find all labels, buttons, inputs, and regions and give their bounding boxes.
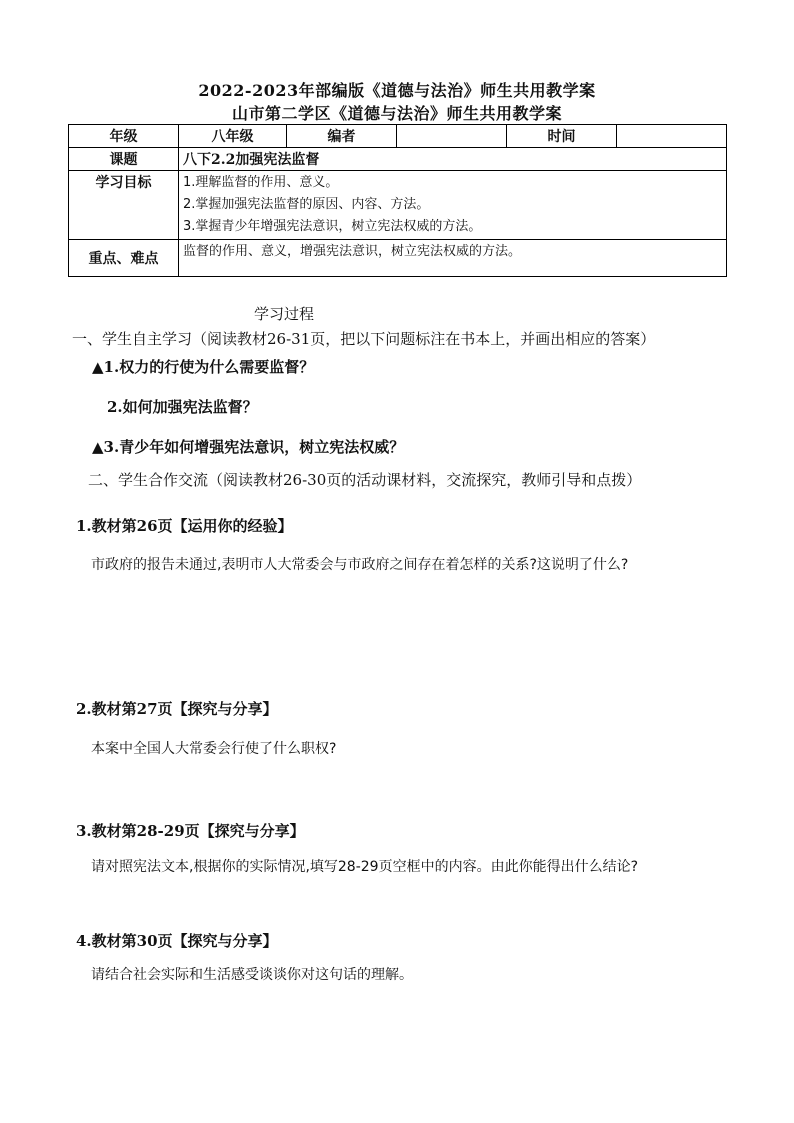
activity-title: 1.教材第26页【运用你的经验】 (76, 517, 293, 535)
time-label: 时间 (507, 125, 617, 148)
question-item: 2.如何加强宪法监督？ (107, 398, 258, 416)
question-item: ▲3.青少年如何增强宪法意识，树立宪法权威？ (92, 438, 405, 456)
table-row (69, 125, 727, 148)
grade-value: 八年级 (179, 125, 287, 148)
grade-label: 年级 (69, 125, 179, 148)
activity-title: 2.教材第27页【探究与分享】 (76, 700, 278, 718)
section1-heading: 一、学生自主学习（阅读教材26-31页，把以下问题标注在书本上，并画出相应的答案） (72, 330, 656, 348)
process-heading: 学习过程 (254, 305, 315, 323)
goal-item: 2.掌握加强宪法监督的原因、内容、方法。 (183, 197, 430, 212)
key-value: 监督的作用、意义，增强宪法意识，树立宪法权威的方法。 (179, 240, 727, 277)
goals-label: 学习目标 (69, 171, 179, 240)
section2-heading: 二、学生合作交流（阅读教材26-30页的活动课材料，交流探究，教师引导和点拨） (88, 471, 642, 489)
goals-cell (179, 171, 727, 240)
activity-text: 请对照宪法文本,根据你的实际情况,填写28-29页空框中的内容。由此你能得出什么结论? (91, 859, 639, 875)
activity-title: 4.教材第30页【探究与分享】 (76, 932, 278, 950)
editor-value (397, 125, 507, 148)
activity-text: 本案中全国人大常委会行使了什么职权? (91, 741, 337, 757)
activity-title: 3.教材第28-29页【探究与分享】 (76, 822, 305, 840)
question-item: ▲1.权力的行使为什么需要监督？ (92, 358, 315, 376)
activity-text: 市政府的报告未通过,表明市人大常委会与市政府之间存在着怎样的关系?这说明了什么? (91, 557, 629, 573)
goal-item: 3.掌握青少年增强宪法意识，树立宪法权威的方法。 (183, 219, 482, 234)
table-row (69, 240, 727, 277)
goal-item: 1.理解监督的作用、意义。 (183, 175, 339, 190)
document-subtitle: 山市第二学区《道德与法治》师生共用教学案 (231, 104, 562, 123)
document-title: 2022-2023年部编版《道德与法治》师生共用教学案 (198, 81, 596, 100)
topic-label: 课题 (69, 148, 179, 171)
table-row (69, 171, 727, 240)
time-value (617, 125, 727, 148)
table-row (69, 148, 727, 171)
key-label: 重点、难点 (69, 240, 179, 277)
topic-value: 八下2.2加强宪法监督 (179, 148, 727, 171)
activity-text: 请结合社会实际和生活感受谈谈你对这句话的理解。 (91, 967, 413, 983)
info-table (68, 124, 727, 277)
editor-label: 编者 (287, 125, 397, 148)
